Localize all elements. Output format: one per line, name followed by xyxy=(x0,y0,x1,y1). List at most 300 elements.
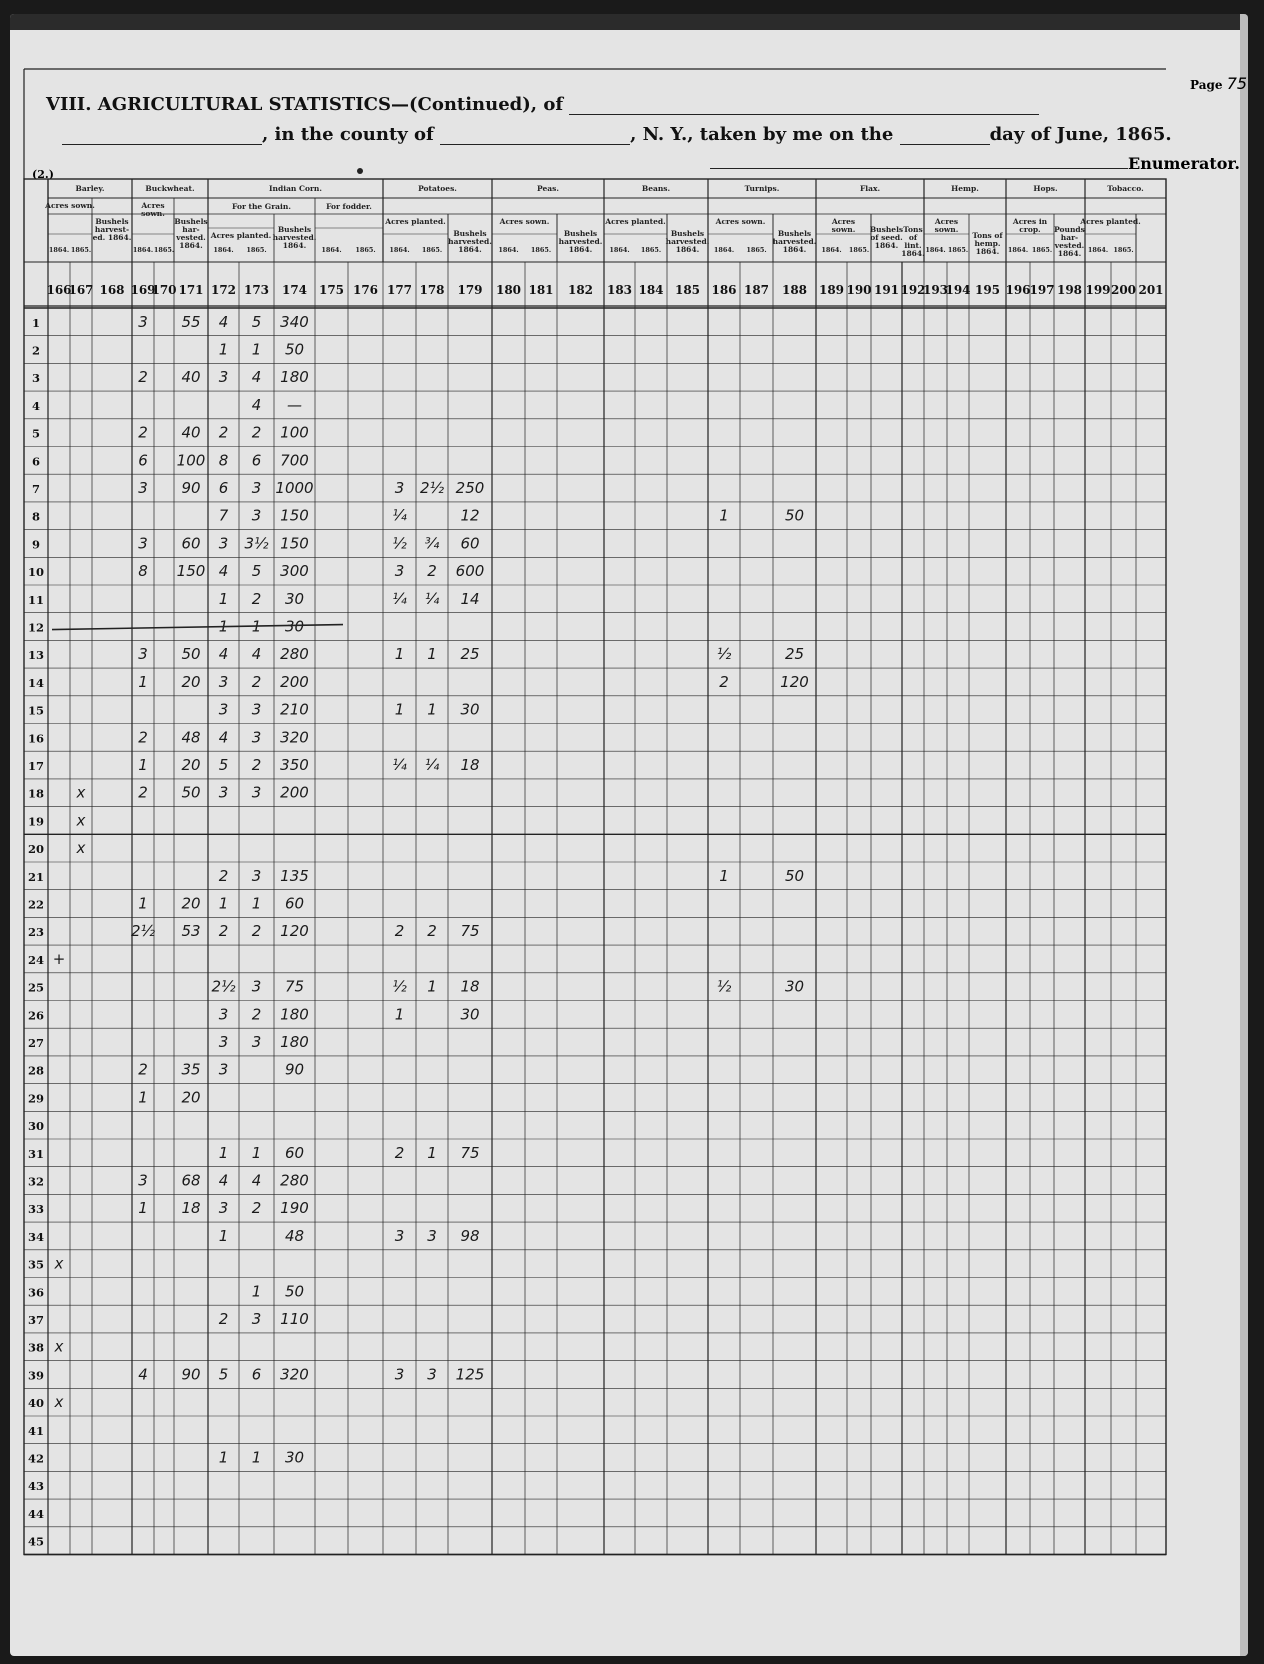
subheader-hops-acres: crop. xyxy=(1019,225,1041,234)
cell-r7-c171: 90 xyxy=(181,479,201,498)
cell-r26-c177: 1 xyxy=(394,1005,405,1024)
cell-r7-c173: 3 xyxy=(251,479,262,498)
cell-r37-c173: 3 xyxy=(251,1310,262,1329)
cell-r28-c171: 35 xyxy=(181,1060,201,1079)
cell-r17-c177: ¼ xyxy=(392,756,407,775)
row-number-25: 25 xyxy=(27,980,45,995)
cell-r39-c179: 125 xyxy=(455,1365,485,1384)
column-number-168: 168 xyxy=(99,283,125,297)
subheader-beans-yield: Bushels xyxy=(670,229,705,238)
cell-r13-c173: 4 xyxy=(251,645,262,664)
cell-r15-c177: 1 xyxy=(394,700,405,719)
column-number-167: 167 xyxy=(68,283,94,297)
cell-r23-c179: 75 xyxy=(460,922,480,941)
row-number-8: 8 xyxy=(31,509,41,524)
cell-r28-c169: 2 xyxy=(138,1060,148,1079)
cell-r12-c174: 30 xyxy=(284,617,305,636)
subheader-buckwheat-acres: Acres xyxy=(141,201,165,210)
year-label: 1865. xyxy=(421,246,443,254)
row-number-20: 20 xyxy=(27,842,45,857)
cell-r21-c186: 1 xyxy=(719,866,729,885)
cell-r22-c173: 1 xyxy=(251,894,262,913)
year-label: 1865. xyxy=(355,246,376,254)
subheader-flax-lint: of xyxy=(908,233,918,242)
row-number-33: 33 xyxy=(27,1202,45,1217)
cell-r23-c172: 2 xyxy=(218,922,229,941)
subheader-corn-acres: Acres planted. xyxy=(210,231,272,240)
column-number-194: 194 xyxy=(945,283,971,297)
cell-r32-c169: 3 xyxy=(138,1171,148,1190)
subheader-hops-pounds: 1864. xyxy=(1057,249,1082,258)
subheader-buckwheat-acres: sown. xyxy=(141,209,165,218)
cell-r10-c174: 300 xyxy=(280,562,309,581)
column-number-169: 169 xyxy=(130,283,156,297)
cell-r26-c172: 3 xyxy=(218,1005,229,1024)
cell-r18-c171: 50 xyxy=(181,783,201,802)
subheader-hemp-tons: 1864. xyxy=(975,247,1000,256)
cell-r9-c178: ¾ xyxy=(424,534,440,553)
cell-r6-c174: 700 xyxy=(280,451,309,470)
cell-r25-c172: 2½ xyxy=(211,977,236,996)
subheader-hops-pounds: vested. xyxy=(1054,241,1085,250)
cell-r15-c179: 30 xyxy=(460,700,480,719)
cell-r17-c178: ¼ xyxy=(424,756,440,775)
group-header-10: Tobacco. xyxy=(1107,184,1144,193)
cell-r13-c186: ½ xyxy=(716,645,732,664)
cell-r25-c173: 3 xyxy=(251,977,262,996)
column-number-199: 199 xyxy=(1085,283,1111,297)
cell-r34-c177: 3 xyxy=(394,1226,405,1245)
cell-r21-c173: 3 xyxy=(251,866,262,885)
cell-r23-c171: 53 xyxy=(181,922,201,941)
year-label: 1864. xyxy=(321,246,342,254)
cell-r29-c171: 20 xyxy=(181,1088,201,1107)
subheader-potatoes-yield: harvested. xyxy=(448,237,492,246)
year-label: 1864. xyxy=(1007,246,1029,254)
cell-r13-c177: 1 xyxy=(394,645,405,664)
cell-r40-c166: x xyxy=(54,1393,64,1412)
cell-r11-c177: ¼ xyxy=(392,589,407,608)
subheader-hops-acres: Acres in xyxy=(1012,217,1048,226)
cell-r25-c178: 1 xyxy=(427,977,437,996)
cell-r5-c172: 2 xyxy=(218,423,229,442)
cell-r8-c186: 1 xyxy=(719,506,729,525)
cell-r21-c188: 50 xyxy=(784,866,805,885)
cell-r8-c172: 7 xyxy=(218,506,229,525)
cell-r36-c174: 50 xyxy=(284,1282,305,1301)
cell-r3-c172: 3 xyxy=(218,368,229,387)
county-text: , in the county of xyxy=(262,124,434,145)
cell-r2-c172: 1 xyxy=(218,340,229,359)
cell-r23-c169: 2½ xyxy=(130,922,156,941)
year-label: 1865. xyxy=(746,246,767,254)
cell-r25-c177: ½ xyxy=(392,977,407,996)
cell-r13-c169: 3 xyxy=(138,645,148,664)
cell-r32-c174: 280 xyxy=(280,1171,309,1190)
year-label: 1865. xyxy=(947,246,969,254)
cell-r33-c173: 2 xyxy=(251,1199,262,1218)
column-number-200: 200 xyxy=(1110,283,1137,297)
subheader-corn-grain: For the Grain. xyxy=(232,202,291,211)
cell-r10-c177: 3 xyxy=(394,562,405,581)
year-label: 1865. xyxy=(640,246,662,254)
cell-r26-c173: 2 xyxy=(251,1005,262,1024)
cell-r19-c167: x xyxy=(76,811,86,830)
cell-r5-c174: 100 xyxy=(280,423,309,442)
row-number-28: 28 xyxy=(27,1063,45,1078)
cell-r3-c174: 180 xyxy=(280,368,309,387)
column-number-171: 171 xyxy=(178,283,204,297)
column-number-185: 185 xyxy=(674,283,701,297)
row-number-26: 26 xyxy=(27,1008,45,1023)
column-number-175: 175 xyxy=(318,283,345,297)
cell-r31-c174: 60 xyxy=(284,1143,305,1162)
row-number-2: 2 xyxy=(31,343,41,358)
column-number-178: 178 xyxy=(419,283,445,297)
column-number-196: 196 xyxy=(1005,283,1031,297)
cell-r21-c174: 135 xyxy=(280,866,309,885)
cell-r28-c172: 3 xyxy=(218,1060,229,1079)
subheader-hops-pounds: Pounds xyxy=(1054,225,1085,234)
cell-r14-c172: 3 xyxy=(218,672,229,691)
cell-r9-c169: 3 xyxy=(138,534,148,553)
column-number-193: 193 xyxy=(922,283,949,297)
cell-r42-c172: 1 xyxy=(218,1448,229,1467)
subheader-potatoes-acres: Acres planted. xyxy=(385,217,446,226)
cell-r34-c172: 1 xyxy=(218,1226,229,1245)
group-header-5: Beans. xyxy=(641,184,671,193)
cell-r25-c174: 75 xyxy=(284,977,305,996)
cell-r23-c178: 2 xyxy=(427,922,437,941)
year-label: 1865. xyxy=(70,246,92,254)
cell-r20-c167: x xyxy=(76,839,86,858)
column-number-180: 180 xyxy=(495,283,522,297)
row-number-34: 34 xyxy=(27,1229,45,1244)
cell-r31-c172: 1 xyxy=(218,1143,229,1162)
row-number-3: 3 xyxy=(31,371,41,386)
column-number-186: 186 xyxy=(711,283,737,297)
cell-r18-c167: x xyxy=(76,783,86,802)
cell-r8-c174: 150 xyxy=(280,506,309,525)
cell-r39-c174: 320 xyxy=(280,1365,309,1384)
cell-r17-c174: 350 xyxy=(280,756,309,775)
date-text: day of June, 1865. xyxy=(989,124,1172,145)
cell-r9-c173: 3½ xyxy=(244,534,269,553)
subheader-hemp-acres: Acres xyxy=(934,217,959,226)
column-number-183: 183 xyxy=(606,283,633,297)
subheader-barley-bushels: harvest- xyxy=(94,225,130,234)
row-number-10: 10 xyxy=(27,565,45,580)
series-number: (2.) xyxy=(32,168,54,181)
year-label: 1864. xyxy=(1087,246,1109,254)
cell-r39-c178: 3 xyxy=(427,1365,437,1384)
cell-r33-c169: 1 xyxy=(138,1199,148,1218)
cell-r8-c179: 12 xyxy=(460,506,480,525)
row-number-22: 22 xyxy=(27,897,45,912)
cell-r22-c174: 60 xyxy=(284,894,305,913)
cell-r26-c179: 30 xyxy=(460,1005,480,1024)
cell-r24-c166: + xyxy=(52,949,66,968)
row-number-23: 23 xyxy=(27,925,45,940)
cell-r14-c171: 20 xyxy=(181,672,201,691)
row-number-43: 43 xyxy=(27,1479,45,1494)
year-label: 1864. xyxy=(609,246,630,254)
row-number-14: 14 xyxy=(27,675,45,690)
cell-r1-c172: 4 xyxy=(218,312,229,331)
subheader-flax-acres: sown. xyxy=(831,225,856,234)
cell-r10-c171: 150 xyxy=(176,562,206,581)
group-header-9: Hops. xyxy=(1033,184,1058,193)
subheader-corn-bushels: 1864. xyxy=(282,241,307,250)
cell-r17-c171: 20 xyxy=(181,756,201,775)
cell-r7-c178: 2½ xyxy=(419,479,445,498)
row-number-1: 1 xyxy=(31,315,41,330)
cell-r37-c172: 2 xyxy=(218,1310,229,1329)
cell-r39-c171: 90 xyxy=(181,1365,201,1384)
subheader-buckwheat-bushels: vested. xyxy=(176,233,206,242)
group-header-4: Peas. xyxy=(537,184,559,193)
cell-r31-c179: 75 xyxy=(460,1143,480,1162)
row-number-16: 16 xyxy=(27,731,45,746)
cell-r9-c171: 60 xyxy=(181,534,201,553)
cell-r27-c172: 3 xyxy=(218,1033,229,1052)
cell-r11-c179: 14 xyxy=(460,589,480,608)
cell-r9-c177: ½ xyxy=(392,534,407,553)
cell-r34-c179: 98 xyxy=(460,1226,480,1245)
cell-r31-c178: 1 xyxy=(427,1143,437,1162)
year-label: 1865. xyxy=(153,246,175,254)
cell-r34-c178: 3 xyxy=(427,1226,437,1245)
cell-r23-c177: 2 xyxy=(394,922,405,941)
column-number-179: 179 xyxy=(457,283,483,297)
row-number-38: 38 xyxy=(27,1340,45,1355)
year-label: 1865. xyxy=(1031,246,1053,254)
year-label: 1864. xyxy=(821,246,842,254)
subheader-potatoes-yield: Bushels xyxy=(453,229,487,238)
cell-r10-c172: 4 xyxy=(218,562,229,581)
subheader-flax-lint: 1864. xyxy=(901,249,925,258)
group-header-7: Flax. xyxy=(859,184,881,193)
year-label: 1864. xyxy=(48,246,70,254)
subheader-peas-yield: Bushels xyxy=(563,229,598,238)
subheader-beans-yield: harvested. xyxy=(665,237,710,246)
row-number-15: 15 xyxy=(27,703,45,718)
subheader-beans-yield: 1864. xyxy=(675,245,700,254)
enumerator-text: Enumerator. xyxy=(1128,154,1240,173)
cell-r9-c174: 150 xyxy=(280,534,309,553)
row-number-19: 19 xyxy=(27,814,45,829)
row-number-35: 35 xyxy=(27,1257,45,1272)
cell-r7-c174: 1000 xyxy=(275,479,314,498)
cell-r2-c173: 1 xyxy=(251,340,262,359)
year-label: 1865. xyxy=(1113,246,1134,254)
row-number-40: 40 xyxy=(27,1396,45,1411)
cell-r6-c173: 6 xyxy=(251,451,262,470)
cell-r18-c172: 3 xyxy=(218,783,229,802)
cell-r4-c174: — xyxy=(287,395,302,414)
cell-r11-c173: 2 xyxy=(251,589,262,608)
year-label: 1864. xyxy=(132,246,154,254)
cell-r5-c171: 40 xyxy=(181,423,201,442)
column-number-166: 166 xyxy=(46,283,72,297)
group-header-1: Buckwheat. xyxy=(145,184,195,193)
row-number-41: 41 xyxy=(27,1423,45,1438)
cell-r10-c179: 600 xyxy=(455,562,485,581)
cell-r10-c169: 8 xyxy=(138,562,148,581)
cell-r23-c173: 2 xyxy=(251,922,262,941)
cell-r14-c188: 120 xyxy=(780,672,809,691)
group-header-2: Indian Corn. xyxy=(269,184,322,193)
cell-r39-c173: 6 xyxy=(251,1365,262,1384)
row-number-13: 13 xyxy=(27,648,45,663)
cell-r22-c169: 1 xyxy=(138,894,148,913)
year-label: 1865. xyxy=(246,246,267,254)
column-number-187: 187 xyxy=(743,283,770,297)
cell-r14-c169: 1 xyxy=(138,672,148,691)
cell-r8-c173: 3 xyxy=(251,506,262,525)
cell-r25-c188: 30 xyxy=(784,977,805,996)
cell-r15-c178: 1 xyxy=(427,700,437,719)
subheader-hemp-tons: hemp. xyxy=(974,239,1001,248)
subheader-peas-yield: 1864. xyxy=(568,245,593,254)
cell-r15-c172: 3 xyxy=(218,700,229,719)
cell-r42-c173: 1 xyxy=(251,1448,262,1467)
cell-r11-c178: ¼ xyxy=(424,589,440,608)
cell-r28-c174: 90 xyxy=(284,1060,305,1079)
subheader-hops-pounds: har- xyxy=(1060,233,1079,242)
group-header-6: Turnips. xyxy=(744,184,780,193)
cell-r1-c173: 5 xyxy=(251,312,262,331)
cell-r18-c174: 200 xyxy=(280,783,309,802)
cell-r17-c169: 1 xyxy=(138,756,148,775)
subheader-corn-bushels: Bushels xyxy=(277,225,312,234)
cell-r16-c173: 3 xyxy=(251,728,262,747)
subheader-corn-bushels: harvested. xyxy=(272,233,317,242)
cell-r6-c172: 8 xyxy=(218,451,229,470)
column-number-177: 177 xyxy=(386,283,413,297)
cell-r3-c169: 2 xyxy=(138,368,148,387)
cell-r13-c188: 25 xyxy=(784,645,805,664)
row-number-32: 32 xyxy=(27,1174,45,1189)
cell-r10-c178: 2 xyxy=(427,562,437,581)
cell-r11-c172: 1 xyxy=(218,589,229,608)
row-number-30: 30 xyxy=(27,1119,45,1134)
column-number-184: 184 xyxy=(638,283,664,297)
page-label-text: Page xyxy=(1190,78,1223,92)
row-number-4: 4 xyxy=(31,398,41,413)
column-number-190: 190 xyxy=(846,283,872,297)
column-number-181: 181 xyxy=(528,283,554,297)
subheader-barley-bushels: Bushels xyxy=(95,217,129,226)
cell-r11-c174: 30 xyxy=(284,589,305,608)
census-sheet xyxy=(10,14,1248,1656)
column-number-172: 172 xyxy=(210,283,237,297)
cell-r14-c174: 200 xyxy=(280,672,309,691)
column-number-191: 191 xyxy=(873,283,900,297)
cell-r2-c174: 50 xyxy=(284,340,305,359)
cell-r17-c172: 5 xyxy=(218,756,229,775)
subheader-flax-lint: Tons xyxy=(903,225,923,234)
row-number-5: 5 xyxy=(31,426,41,441)
column-number-195: 195 xyxy=(974,283,1001,297)
cell-r32-c171: 68 xyxy=(181,1171,201,1190)
cell-r31-c177: 2 xyxy=(394,1143,405,1162)
cell-r17-c179: 18 xyxy=(460,756,480,775)
group-header-0: Barley. xyxy=(75,184,105,193)
cell-r1-c169: 3 xyxy=(138,312,148,331)
subheader-turnips-yield: harvested. xyxy=(772,237,817,246)
row-number-29: 29 xyxy=(27,1091,45,1106)
cell-r1-c174: 340 xyxy=(280,312,309,331)
cell-r13-c172: 4 xyxy=(218,645,229,664)
group-header-3: Potatoes. xyxy=(418,184,457,193)
cell-r6-c169: 6 xyxy=(138,451,148,470)
cell-r33-c171: 18 xyxy=(181,1199,201,1218)
subheader-potatoes-yield: 1864. xyxy=(458,245,482,254)
cell-r3-c173: 4 xyxy=(251,368,262,387)
cell-r27-c174: 180 xyxy=(280,1033,309,1052)
cell-r38-c166: x xyxy=(54,1337,64,1356)
cell-r25-c179: 18 xyxy=(460,977,480,996)
cell-r14-c173: 2 xyxy=(251,672,262,691)
cell-r5-c173: 2 xyxy=(251,423,262,442)
subheader-buckwheat-bushels: Bushels xyxy=(174,217,208,226)
column-number-188: 188 xyxy=(781,283,808,297)
cell-r5-c169: 2 xyxy=(138,423,148,442)
cell-r21-c172: 2 xyxy=(218,866,229,885)
cell-r13-c174: 280 xyxy=(280,645,309,664)
row-number-39: 39 xyxy=(27,1368,45,1383)
cell-r29-c169: 1 xyxy=(138,1088,148,1107)
year-label: 1864. xyxy=(925,246,946,254)
subheader-hemp-acres: sown. xyxy=(934,225,959,234)
cell-r17-c173: 2 xyxy=(251,756,262,775)
cell-r7-c179: 250 xyxy=(455,479,485,498)
state-text: , N. Y., taken by me on the xyxy=(630,124,894,145)
cell-r13-c179: 25 xyxy=(460,645,480,664)
cell-r39-c169: 4 xyxy=(138,1365,148,1384)
row-number-44: 44 xyxy=(27,1506,45,1521)
cell-r31-c173: 1 xyxy=(251,1143,262,1162)
cell-r27-c173: 3 xyxy=(251,1033,262,1052)
cell-r18-c173: 3 xyxy=(251,783,262,802)
cell-r16-c172: 4 xyxy=(218,728,229,747)
column-number-197: 197 xyxy=(1029,283,1055,297)
cell-r34-c174: 48 xyxy=(284,1226,305,1245)
column-number-182: 182 xyxy=(567,283,594,297)
row-number-21: 21 xyxy=(27,869,45,884)
row-number-36: 36 xyxy=(27,1285,45,1300)
cell-r7-c177: 3 xyxy=(394,479,405,498)
row-number-24: 24 xyxy=(27,952,45,967)
cell-r8-c177: ¼ xyxy=(392,506,407,525)
subheader-buckwheat-bushels: har- xyxy=(182,225,200,234)
cell-r15-c173: 3 xyxy=(251,700,262,719)
statistics-table xyxy=(10,14,1248,1656)
cell-r16-c174: 320 xyxy=(280,728,309,747)
year-label: 1864. xyxy=(713,246,735,254)
cell-r39-c177: 3 xyxy=(394,1365,405,1384)
cell-r8-c188: 50 xyxy=(784,506,805,525)
column-number-173: 173 xyxy=(243,283,270,297)
cell-r35-c166: x xyxy=(54,1254,64,1273)
cell-r18-c169: 2 xyxy=(138,783,148,802)
row-number-45: 45 xyxy=(27,1534,45,1549)
year-label: 1865. xyxy=(848,246,870,254)
column-number-176: 176 xyxy=(352,283,379,297)
cell-r15-c174: 210 xyxy=(280,700,309,719)
year-label: 1864. xyxy=(389,246,410,254)
